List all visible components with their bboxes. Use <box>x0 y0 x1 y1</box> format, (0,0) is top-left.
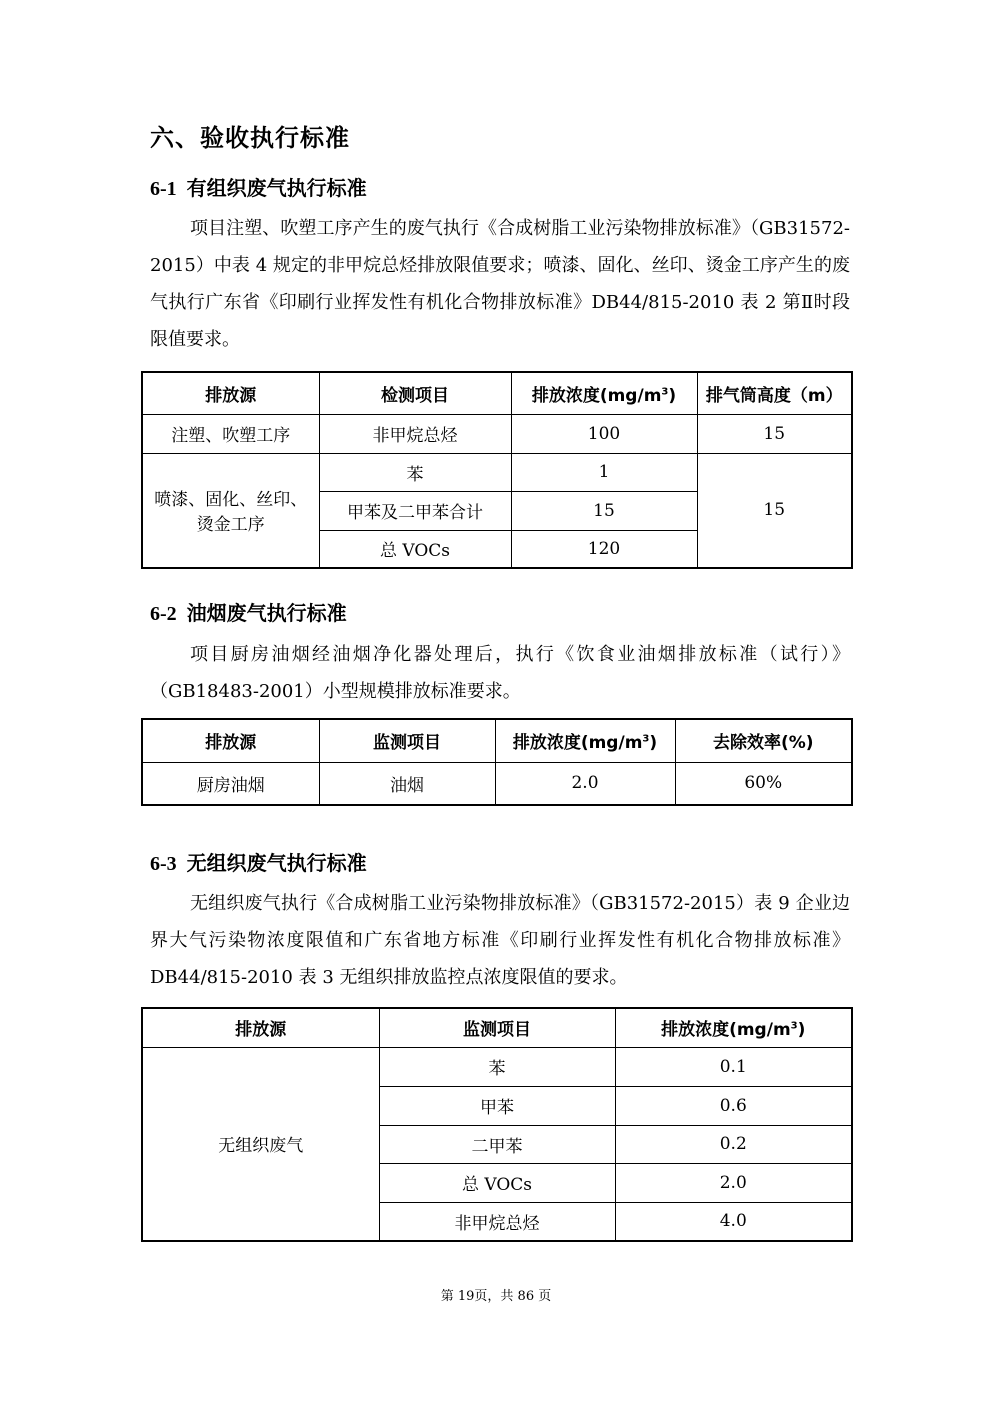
cell: 苯 <box>319 453 511 491</box>
cell: 非甲烷总烃 <box>379 1202 615 1241</box>
table-6-2 <box>141 718 853 806</box>
cell-merged-height: 15 <box>697 453 852 568</box>
cell: 4.0 <box>615 1202 852 1241</box>
table-header-row <box>142 719 852 762</box>
table-row <box>142 1047 852 1086</box>
cell: 甲苯及二甲苯合计 <box>319 491 511 530</box>
paragraph-6-1: 项目注塑、吹塑工序产生的废气执行《合成树脂工业污染物排放标准》（GB31572-2015）中表 4 规定的非甲烷总烃排放限值要求；喷漆、固化、丝印、烫金工序产生的废气执行广东省《印刷行业挥发性有机化合物排放标准》DB44/815-2010 表 2 第Ⅱ时段限值要求。 <box>150 218 850 350</box>
cell: 厨房油烟 <box>142 762 319 805</box>
table-header-row <box>142 372 852 414</box>
cell: 油烟 <box>319 762 495 805</box>
heading-number: 6-1 <box>150 178 177 200</box>
header-cell: 检测项目 <box>319 372 511 414</box>
header-cell: 排放源 <box>142 719 319 762</box>
heading-text: 有组织废气执行标准 <box>186 176 367 200</box>
cell: 100 <box>511 414 697 453</box>
cell: 1 <box>511 453 697 491</box>
heading-number: 6-3 <box>150 853 177 875</box>
cell: 0.1 <box>615 1047 852 1086</box>
cell: 0.6 <box>615 1086 852 1125</box>
cell-merged-source: 无组织废气 <box>142 1047 379 1241</box>
heading-6-1 <box>150 172 367 201</box>
header-cell: 排放浓度$(mg/m^3)$ <box>615 1008 852 1047</box>
header-cell: 排放浓度$(mg/m^3)$ <box>495 719 675 762</box>
cell: 0.2 <box>615 1125 852 1163</box>
page-footer: 第 19页，共 86 页 <box>440 1289 552 1304</box>
heading-6-2 <box>150 597 347 626</box>
cell: 15 <box>697 414 852 453</box>
header-cell: 监测项目 <box>319 719 495 762</box>
header-cell: 去除效率(%) <box>675 719 852 762</box>
cell: 120 <box>511 530 697 568</box>
header-cell: 监测项目 <box>379 1008 615 1047</box>
table-row <box>142 762 852 805</box>
heading-text: 油烟废气执行标准 <box>186 601 347 625</box>
header-cell: 排放源 <box>142 1008 379 1047</box>
cell: 60% <box>675 762 852 805</box>
cell: 2.0 <box>495 762 675 805</box>
cell: 总 VOCs <box>319 530 511 568</box>
header-cell: 排气筒高度（m） <box>697 372 852 414</box>
heading-number: 6-2 <box>150 603 177 625</box>
table-row <box>142 453 852 491</box>
cell: 非甲烷总烃 <box>319 414 511 453</box>
cell: 总 VOCs <box>379 1163 615 1202</box>
cell: 苯 <box>379 1047 615 1086</box>
paragraph-6-2: 项目厨房油烟经油烟净化器处理后，执行《饮食业油烟排放标准（试行）》（GB18483-2001）小型规模排放标准要求。 <box>150 644 850 702</box>
table-6-3 <box>141 1007 853 1242</box>
section-title: 六、验收执行标准 <box>150 124 350 152</box>
heading-6-3 <box>150 847 367 876</box>
cell-merged-source: 喷漆、固化、丝印、 烫金工序 <box>142 453 319 568</box>
table-row <box>142 414 852 453</box>
cell: 注塑、吹塑工序 <box>142 414 319 453</box>
header-cell: 排放源 <box>142 372 319 414</box>
cell: 15 <box>511 491 697 530</box>
cell: 2.0 <box>615 1163 852 1202</box>
header-cell: 排放浓度$(mg/m^3)$ <box>511 372 697 414</box>
heading-text: 无组织废气执行标准 <box>186 851 367 875</box>
paragraph-6-3: 无组织废气执行《合成树脂工业污染物排放标准》（GB31572-2015）表 9 企业边界大气污染物浓度限值和广东省地方标准《印刷行业挥发性有机化合物排放标准》DB44/815-2010 表 3 无组织排放监控点浓度限值的要求。 <box>150 893 850 988</box>
table-header-row <box>142 1008 852 1047</box>
cell: 二甲苯 <box>379 1125 615 1163</box>
table-6-1 <box>141 371 853 569</box>
cell: 甲苯 <box>379 1086 615 1125</box>
